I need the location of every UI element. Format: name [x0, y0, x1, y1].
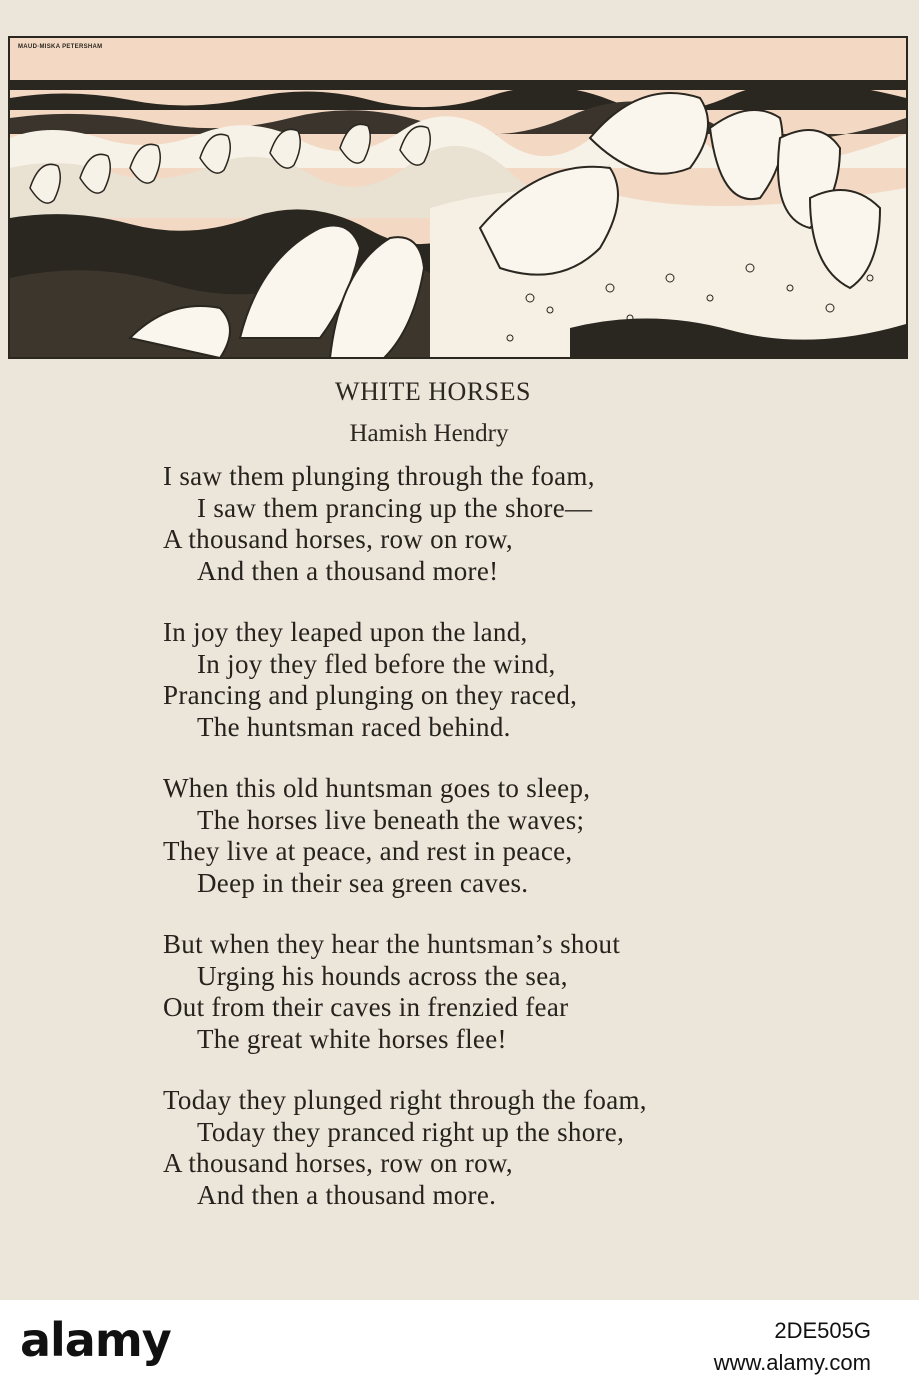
stock-footer [0, 1300, 919, 1390]
poem-line: They live at peace, and rest in peace, [163, 836, 573, 866]
poem-title: WHITE HORSES [335, 377, 531, 406]
poem-line: The horses live beneath the waves; [197, 804, 585, 835]
stanza [163, 773, 863, 899]
poem-line: Today they pranced right up the shore, [197, 1116, 625, 1147]
poem-line: In joy they fled before the wind, [197, 648, 556, 679]
poem-body [163, 461, 863, 1241]
illustrator-signature: MAUD·MISKA PETERSHAM [18, 44, 103, 50]
poem-line: A thousand horses, row on row, [163, 524, 513, 554]
poem-line: Out from their caves in frenzied fear [163, 992, 569, 1022]
stanza [163, 461, 863, 587]
poem-line: Urging his hounds across the sea, [197, 960, 568, 991]
poem-line: I saw them plunging through the foam, [163, 461, 595, 491]
poem-line: The great white horses flee! [197, 1023, 507, 1054]
poem-line: When this old huntsman goes to sleep, [163, 773, 591, 803]
poem-line: The huntsman raced behind. [197, 711, 511, 742]
image-id: 2DE505G [774, 1318, 871, 1343]
poem-line: Deep in their sea green caves. [197, 867, 529, 898]
stanza [163, 929, 863, 1055]
poem-line: And then a thousand more! [197, 555, 499, 586]
poem-line: A thousand horses, row on row, [163, 1148, 513, 1178]
poem-line: But when they hear the huntsman’s shout [163, 929, 621, 959]
alamy-logo: alamy [20, 1313, 171, 1367]
poem-author: Hamish Hendry [349, 420, 509, 447]
waves-and-horses-drawing [10, 38, 906, 357]
poem-line: And then a thousand more. [197, 1179, 497, 1210]
site-url[interactable]: www.alamy.com [713, 1350, 871, 1375]
stanza [163, 617, 863, 743]
illustration-white-horses [8, 36, 908, 359]
poem-line: I saw them prancing up the shore— [197, 492, 593, 523]
stanza [163, 1085, 863, 1211]
poem-line: Prancing and plunging on they raced, [163, 680, 578, 710]
poem-line: In joy they leaped upon the land, [163, 617, 528, 647]
poem-line: Today they plunged right through the foam, [163, 1085, 647, 1115]
